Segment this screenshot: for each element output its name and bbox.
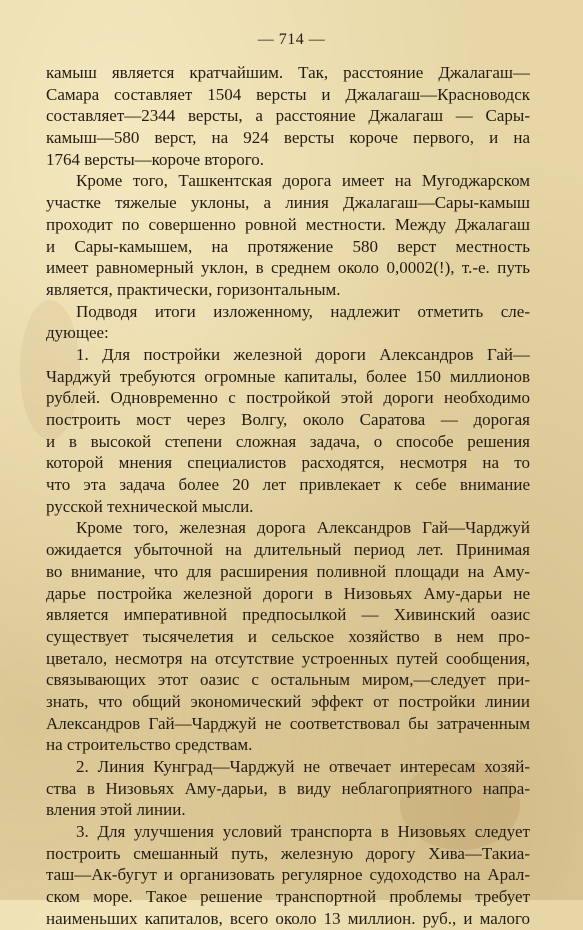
text-line: Кроме того, Ташкентская дорога имеет на Мугоджарском [76,171,530,191]
text-line: во внимание, что для расширения поливной площади на Аму- [46,561,530,581]
text-line: построить мост через Волгу, около Саратова — дорогая [46,410,530,429]
text-line: наименьших капиталов, всего около 13 миллион. руб., и малого [46,908,530,928]
text-line: является императивной предпосылкой — Хивинский оазис [46,605,530,625]
page-number: — 714 — [257,31,326,48]
text-line: рублей. Одновременно с постройкой этой дороги необходимо [46,388,530,408]
text-line: Подводя итоги изложенному, надлежит отметить сле- [76,301,530,321]
text-line: проходит по совершенно ровной местности. Между Джалагаш [46,214,530,234]
text-line: и в высокой степени сложная задача, о способе решения [46,431,530,451]
text-line: ском море. Такое решение транспортной проблемы требует [46,887,530,907]
text-line: камыш—580 верст, на 924 версты короче первого, и на [46,128,530,148]
text-line: русской технической мысли. [46,496,254,516]
text-line: которой мнения специалистов расходятся, несмотря на то [46,453,530,473]
body-text [46,62,530,930]
text-line: Кроме того, железная дорога Александров Гай—Чарджуй [76,518,530,538]
text-line: дующее: [46,323,109,343]
text-line: и Сары-камышем, на протяжение 580 верст местность [46,236,530,256]
text-line: что эта задача более 20 лет привлекает к себе внимание [46,475,530,495]
text-line: ожидается убыточной на длительный период лет. Принимая [46,540,530,560]
text-line: 1. Для постройки железной дороги Александров Гай— [76,344,530,364]
text-line: на строительство средствам. [46,735,253,755]
text-line: таш—Ак-бугут и организовать регулярное судоходство на Арал- [46,865,530,885]
text-line: построить смешанный путь, железную дорогу Хива—Такиа- [46,843,530,863]
text-line: имеет равномерный уклон, в среднем около 0,0002(!), т.-е. путь [46,258,530,278]
text-line: знать, что общий экономический эффект от постройки линии [46,691,530,711]
text-line: камыш является кратчайшим. Так, расстояние Джалагаш— [46,63,530,82]
text-line: 3. Для улучшения условий транспорта в Низовьях следует [76,822,530,842]
text-line: дарье постройка железной дороги в Низовьях Аму-дарьи не [46,583,530,603]
text-line: составляет—2344 версты, а расстояние Джалагаш — Сары- [46,106,530,126]
text-line: Чарджуй требуются огромные капиталы, более 150 миллионов [46,366,530,386]
text-line: 1764 версты—короче второго. [46,149,265,169]
text-line: Самара составляет 1504 версты и Джалагаш—Красноводск [46,84,530,104]
text-line: цветало, несмотря на отсутствие устроенных путей сообщения, [46,648,530,668]
text-line: 2. Линия Кунград—Чарджуй не отвечает интересам хозяй- [76,757,530,776]
text-line: связывающих этот оазис с остальным миром,—следует при- [46,670,530,690]
text-line: Александров Гай—Чарджуй не соответствовал бы затраченным [46,713,530,733]
text-line: участке тяжелые уклоны, а линия Джалагаш—Сары-камыш [46,193,530,213]
text-line: вления этой линии. [46,800,186,820]
text-line: является, практически, горизонтальным. [46,279,341,299]
text-line: существует тысячелетия и сельское хозяйство в нем про- [46,626,530,646]
text-line: ства в Низовьях Аму-дарьи, в виду неблагоприятного напра- [46,778,530,798]
